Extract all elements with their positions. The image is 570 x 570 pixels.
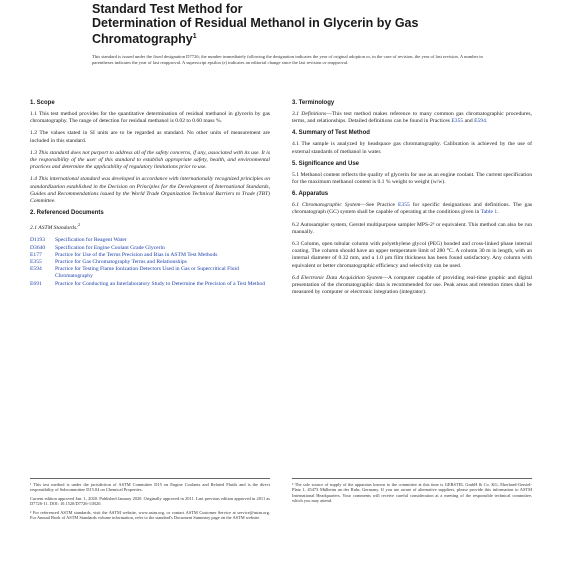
apparatus-4-body: —A computer capable of providing real-time graphic and digital presentation of the chromatographic data is recommended for use. Peak areas and retention times shall be measured by computer or electronic integration (integrator). (292, 274, 532, 296)
right-footnotes (292, 478, 532, 507)
left-footnotes (30, 478, 270, 523)
apparatus-para-4 (292, 275, 532, 297)
apparatus-para-3: 6.3 Column, open tubular column with polyethylene glycol (PEG) bonded and cross-linked phase internal coating. The column should have an upper temperature limit of 280 °C. A column 30 m in length, with an internal diameter of 0.32 mm, and a 1.0 µm film thickness has been found satisfactory. Any column with equivalent or better chromatographic efficiency and selectivity can be used. (292, 241, 532, 269)
reference-title[interactable]: Practice for Testing Flame Ionization Detectors Used in Gas or Supercritical Fluid Chromatography (55, 266, 239, 280)
apparatus-para-2: 6.2 Autosampler system, Gerstel multipurpose sampler MPS-2³ or equivalent. This method can also be run manually. (292, 221, 532, 235)
significance-para-1: 5.1 Methanol content reflects the quality of glycerin for use as an engine coolant. The current specification for the maximum methanol content is 0.1 % weight to weight (w/w). (292, 171, 532, 186)
terminology-lead: 3.1 Definitions (292, 111, 327, 117)
left-column (30, 100, 270, 294)
terminology-text: —This test method makes reference to many common gas chromatographic procedures, terms, and relationships. Detailed definitions can be found in Practices (292, 111, 532, 125)
reference-code[interactable]: E594 (30, 266, 42, 273)
reference-title[interactable]: Specification for Engine Coolant Grade Glycerin (55, 244, 165, 251)
reference-list (30, 237, 270, 287)
section-apparatus-heading: 6. Apparatus (292, 191, 329, 198)
reference-item[interactable] (30, 245, 270, 252)
reference-code[interactable]: E177 (30, 251, 42, 258)
footnote: Current edition approved Jan. 1, 2020. Published January 2020. Originally approved in 2011. Last previous edition approved in 2011 as D7726-11. DOI: 10.1520/D7726-11R20. (30, 495, 270, 507)
section-terminology-heading: 3. Terminology (292, 100, 335, 106)
refs-intro-text: 2.1 ASTM Standards: (30, 225, 79, 232)
scope-para-3: 1.3 This standard does not purport to address all of the safety concerns, if any, associated with its use. It is the responsibility of the user of this standard to establish appropriate safety, health, and environmental practices and determine the applicability of regulatory limitations prior to use. (30, 149, 270, 171)
section-refs-heading: 2. Referenced Documents (30, 210, 104, 217)
apparatus-text-b: for specific designations and definitions. The gas chromatograph (GC) system shall be capable of operating at the conditions given in (292, 202, 532, 216)
reference-title[interactable]: Practice for Conducting an Interlaboratory Study to Determine the Precision of a Test Method (55, 280, 265, 287)
reference-title[interactable]: Practice for Use of the Terms Precision and Bias in ASTM Test Methods (55, 251, 218, 258)
section-summary-heading: 4. Summary of Test Method (292, 130, 370, 137)
title-text: Determination of Residual Methanol in Glycerin by Gas Chromatography (92, 16, 419, 47)
terminology-and: and (463, 118, 475, 125)
title-block (92, 2, 492, 46)
refs-intro-sup: 2 (78, 222, 81, 228)
right-column (292, 100, 532, 301)
reference-code[interactable]: D1193 (30, 237, 46, 244)
reference-title[interactable]: Specification for Reagent Water (55, 237, 127, 244)
reference-title[interactable]: Practice for Gas Chromatography Terms and Relationships (55, 258, 187, 265)
scope-para-2: 1.2 The values stated in SI units are to be regarded as standard. No other units of measurement are included in this standard. (30, 130, 270, 144)
apparatus-para-1 (292, 202, 532, 216)
scope-para-4: 1.4 This international standard was developed in accordance with internationally recognized principles on standardization established in the Decision on Principles for the Development of International Standards, Guides and Recommendations issued by the World Trade Organization Technical Barriers to Trade (TBT) Committee. (30, 176, 270, 205)
summary-para-1: 4.1 The sample is analyzed by headspace gas chromatography. Calibration is achieved by the use of external standards of methanol in water. (292, 141, 532, 155)
reference-code[interactable]: E691 (30, 280, 42, 287)
apparatus-text-a: —See Practice (360, 202, 399, 209)
section-scope-heading: 1. Scope (30, 100, 55, 106)
link-e355[interactable]: E355 (451, 118, 464, 125)
terminology-para-1 (292, 111, 532, 125)
section-significance-heading: 5. Significance and Use (292, 160, 360, 167)
link-table-1[interactable]: Table 1 (480, 209, 498, 216)
apparatus-4-lead: 6.4 Electronic Data Acquisition System (292, 274, 383, 281)
terminology-end: . (485, 118, 488, 125)
apparatus-end: . (497, 209, 499, 216)
apparatus-lead: 6.1 Chromatographic System (292, 202, 361, 209)
reference-item[interactable] (30, 252, 270, 259)
title-footnote-marker: 1 (192, 33, 197, 40)
document-title (92, 16, 492, 46)
footnote: ¹ This test method is under the jurisdiction of ASTM Committee D15 on Engine Coolants and Related Fluids and is the direct responsibility of Subcommittee D15.04 on Chemical Properties. (30, 482, 270, 493)
reference-item[interactable] (30, 237, 270, 244)
link-e594[interactable]: E594 (474, 118, 486, 125)
reference-item[interactable] (30, 281, 270, 288)
footnote: ² For referenced ASTM standards, visit the ASTM website, www.astm.org, or contact ASTM Customer Service at service@astm.org. For Annual Book of ASTM Standards volume information, refer to the standard's Document Summary page on the ASTM website. (30, 509, 270, 521)
designation-notice: This standard is issued under the fixed designation D7726; the number immediately following the designation indicates the year of original adoption or, in the case of revision, the year of last revision. A number in parentheses indicates the year of last reapproval. A superscript epsilon (ε) indicates an editorial change since the last revision or reapproval. (92, 54, 483, 65)
footnote: ³ The sole source of supply of the apparatus known to the committee at this time is GERSTEL GmbH & Co. KG, Eberhard-Gerstel-Platz 1, 45473 Mülheim an der Ruhr, Germany. If you are aware of alternative suppliers, please provide this information to ASTM International Headquarters. Your comments will receive careful consideration at a meeting of the responsible technical committee, which you may attend. (292, 482, 532, 504)
title-prefix: Standard Test Method for (92, 2, 243, 16)
refs-intro (30, 221, 270, 232)
reference-code[interactable]: D3640 (30, 244, 46, 251)
link-e355-apparatus[interactable]: E355 (398, 202, 410, 209)
reference-item[interactable] (30, 266, 270, 280)
scope-para-1: 1.1 This test method provides for the quantitative determination of residual methanol in glycerin by gas chromatography. The range of detection for residual methanol is 0.02 to 0.60 mass %. (30, 111, 270, 125)
reference-code[interactable]: E355 (30, 258, 42, 265)
